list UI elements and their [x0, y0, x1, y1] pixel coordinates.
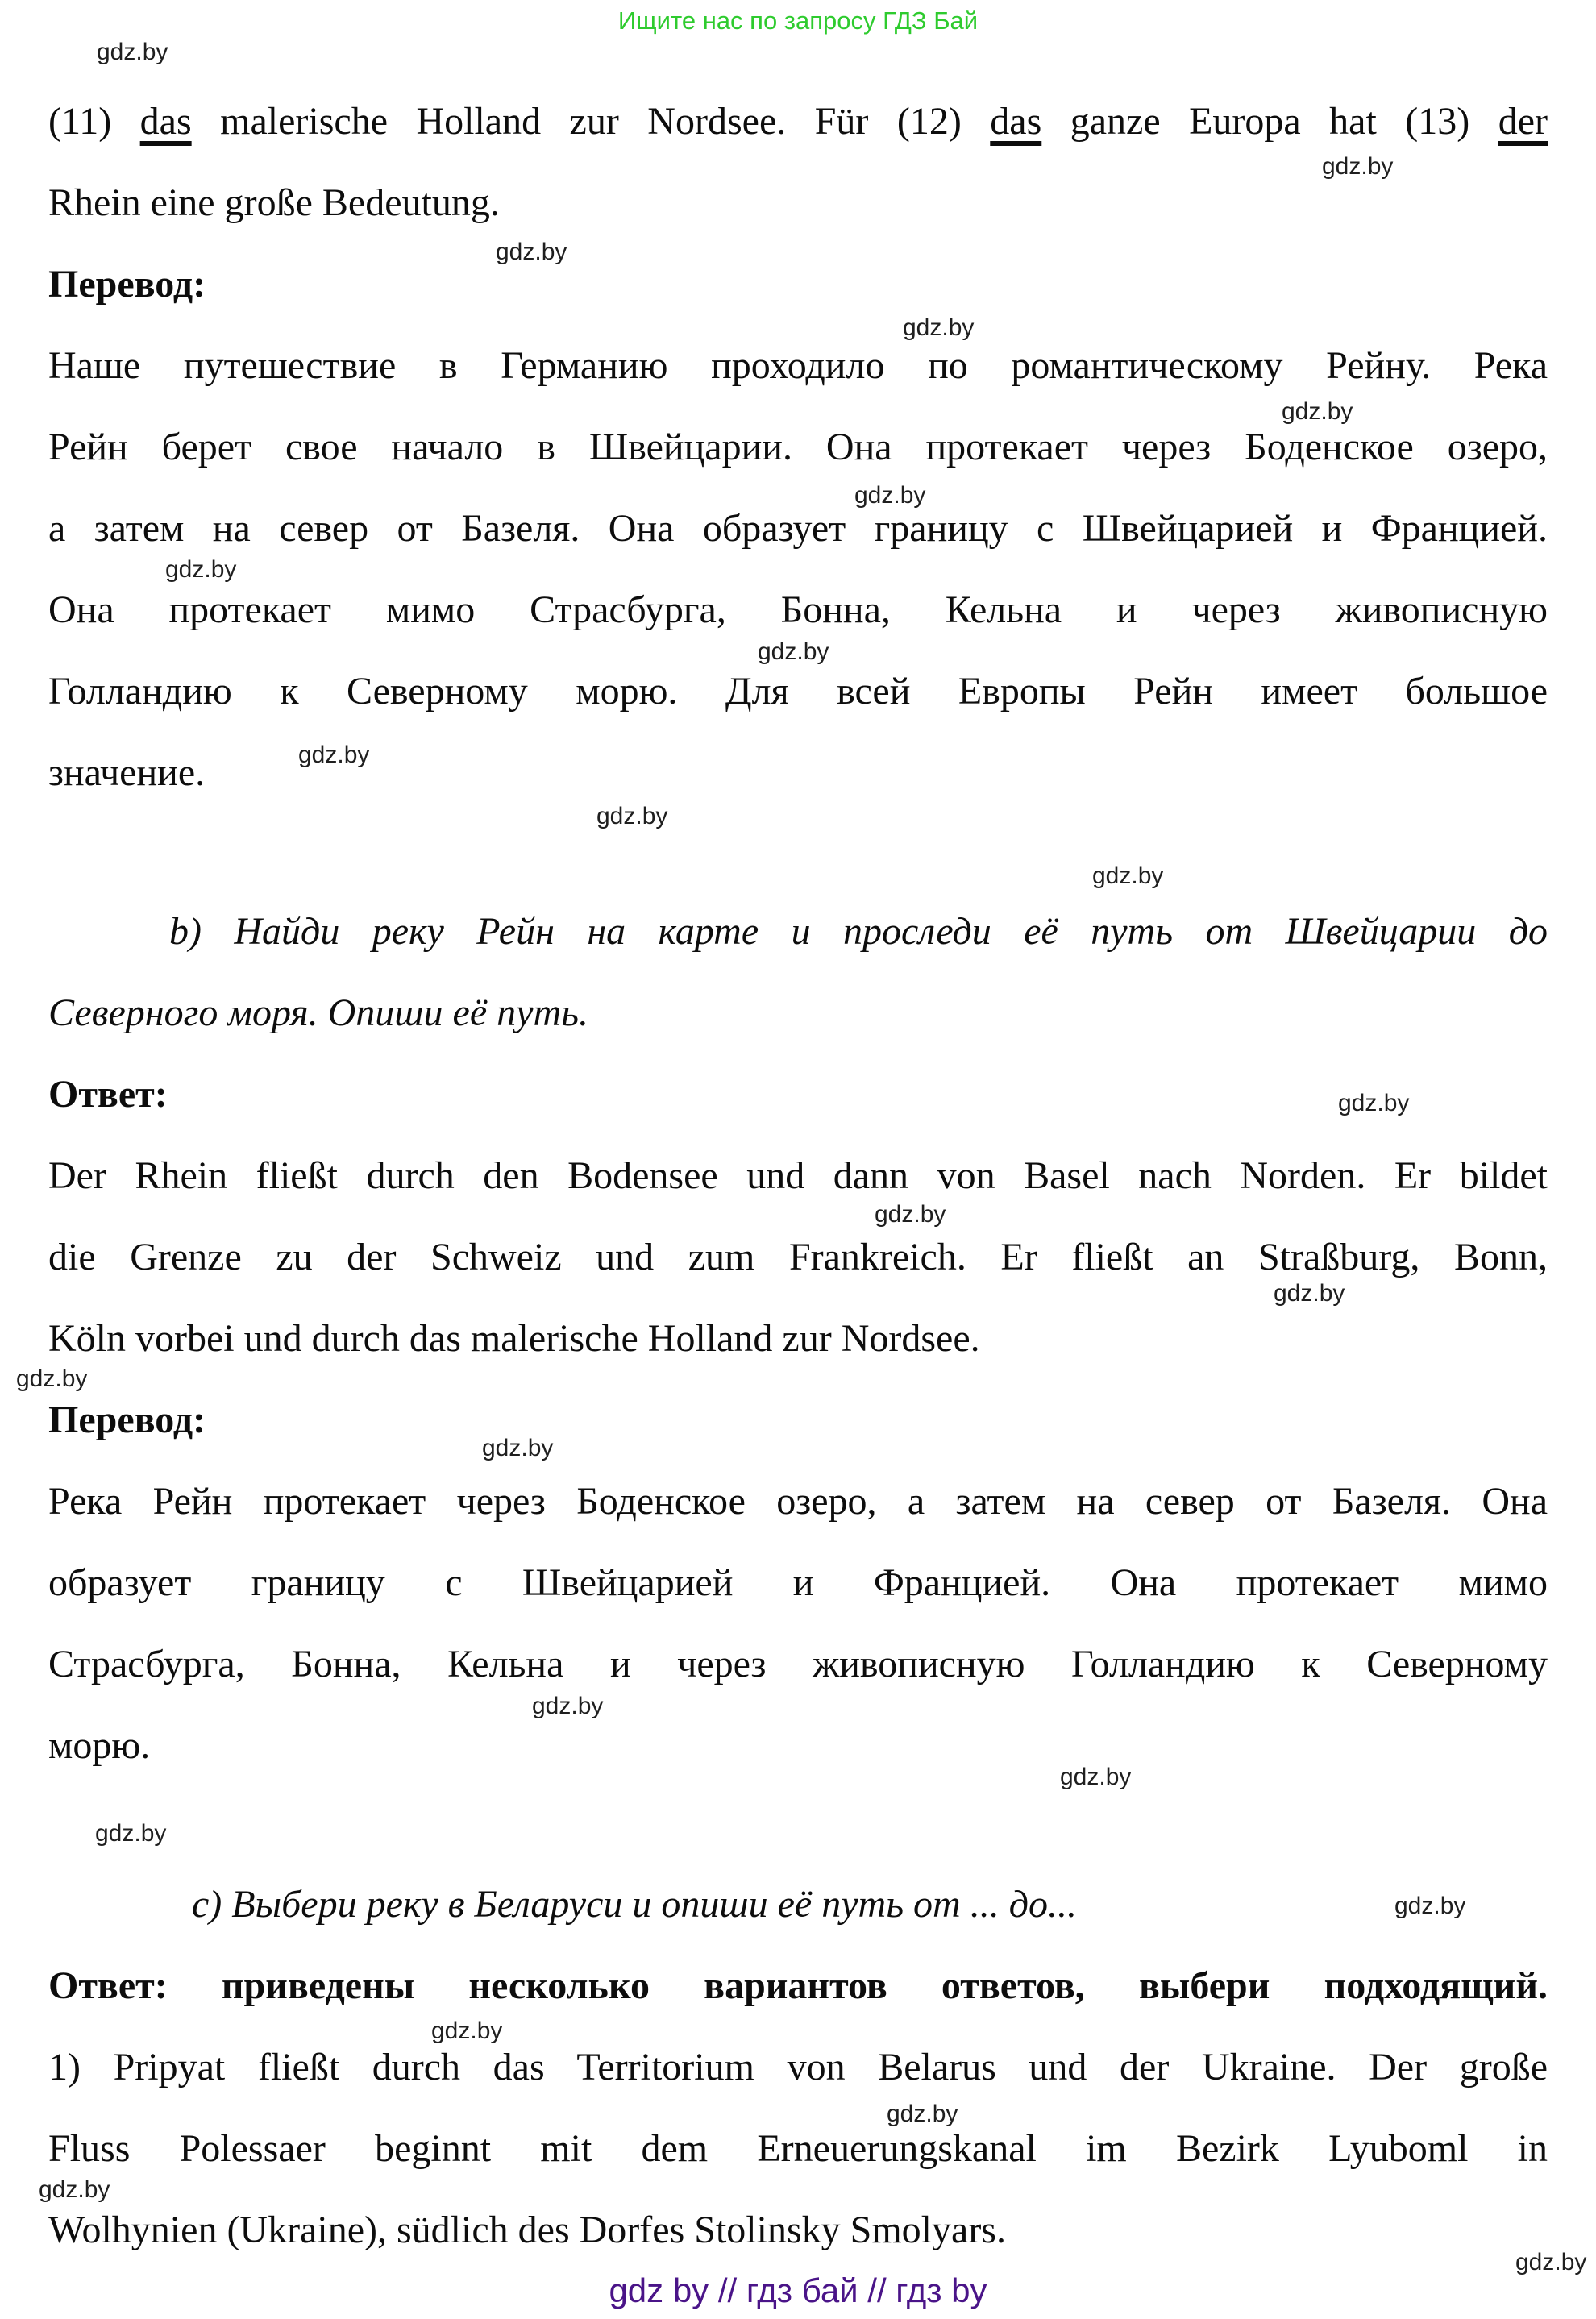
- text-line: [48, 1945, 1548, 2026]
- text-line: [48, 243, 1548, 325]
- text-segment: Северного моря. Опиши её путь.: [48, 991, 588, 1034]
- paragraph-translation-ru-2: [48, 1461, 1548, 1786]
- text-line: [48, 1864, 1548, 1945]
- gdz-watermark: gdz.by: [1060, 1764, 1132, 1790]
- gdz-watermark: gdz.by: [165, 556, 237, 583]
- text-line: [48, 488, 1548, 569]
- text-segment: Перевод:: [48, 263, 206, 305]
- gdz-watermark: gdz.by: [1282, 398, 1353, 425]
- text-segment: Страсбурга, Бонна, Кельна и через живописную Голландию к Северному: [48, 1643, 1548, 1685]
- text-segment: (11): [48, 100, 140, 143]
- text-segment: 1) Pripyat fließt durch das Territorium von Belarus und der Ukraine. Der große: [48, 2046, 1548, 2088]
- promo-banner-bottom: gdz by // гдз бай // гдз by: [609, 2271, 987, 2309]
- gdz-watermark: gdz.by: [854, 482, 926, 509]
- text-segment: значение.: [48, 751, 206, 794]
- paragraph-answer-german: [48, 1135, 1548, 1379]
- text-line: [48, 1298, 1548, 1379]
- text-line: [48, 1623, 1548, 1705]
- paragraph-task-b: [48, 891, 1548, 1054]
- text-segment: Ответ:: [48, 1073, 168, 1116]
- text-line: [48, 1135, 1548, 1216]
- text-segment: морю.: [48, 1724, 151, 1767]
- text-segment: Перевод:: [48, 1398, 206, 1441]
- text-line: [48, 891, 1548, 972]
- text-line: [48, 1054, 1548, 1135]
- text-segment: Ответ: приведены несколько вариантов ответов, выбери подходящий.: [48, 1964, 1548, 2007]
- heading-otvet-1: [48, 1054, 1548, 1135]
- text-segment: c) Выбери реку в Беларуси и опиши её путь от ... до...: [192, 1883, 1077, 1926]
- gdz-watermark: gdz.by: [16, 1365, 88, 1392]
- text-line: [48, 2189, 1548, 2271]
- underlined-answer-word: das: [139, 100, 192, 143]
- gdz-watermark: gdz.by: [95, 1820, 167, 1847]
- gdz-watermark: gdz.by: [1092, 862, 1164, 889]
- gdz-watermark: gdz.by: [1338, 1090, 1410, 1116]
- gdz-watermark: gdz.by: [1394, 1893, 1466, 1919]
- heading-perevod-1: [48, 243, 1548, 325]
- text-line: [48, 1461, 1548, 1542]
- text-segment: образует границу с Швейцарией и Францией. Она протекает мимо: [48, 1561, 1548, 1604]
- paragraph-answer-pripyat: [48, 2026, 1548, 2271]
- text-segment: Голландию к Северному морю. Для всей Европы Рейн имеет большое: [48, 670, 1548, 713]
- gdz-watermark: gdz.by: [532, 1693, 604, 1719]
- text-segment: malerische Holland zur Nordsee. Für (12): [191, 100, 991, 143]
- text-segment: Der Rhein fließt durch den Bodensee und dann von Basel nach Norden. Er bildet: [48, 1154, 1548, 1197]
- text-line: [48, 325, 1548, 406]
- text-segment: а затем на север от Базеля. Она образует границу с Швейцарией и Францией.: [48, 507, 1548, 550]
- text-line: [48, 1379, 1548, 1461]
- gdz-watermark: gdz.by: [1515, 2249, 1587, 2275]
- text-segment: Rhein eine große Bedeutung.: [48, 181, 500, 224]
- text-line: [48, 972, 1548, 1054]
- gdz-watermark: gdz.by: [298, 742, 370, 768]
- text-segment: Река Рейн протекает через Боденское озеро, а затем на север от Базеля. Она: [48, 1480, 1548, 1523]
- paragraph-otvet-variants: [48, 1945, 1548, 2026]
- heading-perevod-2: [48, 1379, 1548, 1461]
- text-segment: Наше путешествие в Германию проходило по романтическому Рейну. Река: [48, 344, 1548, 387]
- gdz-watermark: gdz.by: [431, 2018, 503, 2044]
- gdz-watermark: gdz.by: [97, 39, 168, 65]
- text-segment: Рейн берет свое начало в Швейцарии. Она протекает через Боденское озеро,: [48, 426, 1548, 468]
- paragraph-task-c: [48, 1864, 1548, 1945]
- text-segment: b) Найди реку Рейн на карте и проследи её путь от Швейцарии до: [169, 910, 1548, 953]
- gdz-watermark: gdz.by: [903, 314, 975, 341]
- promo-banner-top: Ищите нас по запросу ГДЗ Бай: [617, 6, 979, 35]
- text-line: [48, 1705, 1548, 1786]
- gdz-watermark: gdz.by: [482, 1435, 554, 1461]
- gdz-watermark: gdz.by: [496, 239, 567, 265]
- gdz-watermark: gdz.by: [596, 803, 668, 829]
- gdz-watermark: gdz.by: [39, 2176, 110, 2203]
- gdz-watermark: gdz.by: [1322, 153, 1394, 180]
- gdz-watermark: gdz.by: [758, 638, 829, 665]
- text-segment: Fluss Polessaer beginnt mit dem Erneuerungskanal im Bezirk Lyuboml in: [48, 2127, 1548, 2170]
- gdz-watermark: gdz.by: [1274, 1280, 1345, 1307]
- text-segment: ganze Europa hat (13): [1041, 100, 1498, 143]
- text-segment: Она протекает мимо Страсбурга, Бонна, Кельна и через живописную: [48, 588, 1548, 631]
- text-line: [48, 732, 1548, 813]
- text-segment: die Grenze zu der Schweiz und zum Frankreich. Er fließt an Straßburg, Bonn,: [48, 1236, 1548, 1278]
- text-segment: Wolhynien (Ukraine), südlich des Dorfes Stolinsky Smolyars.: [48, 2209, 1006, 2251]
- text-line: [48, 1542, 1548, 1623]
- gdz-watermark: gdz.by: [887, 2101, 958, 2127]
- gdz-watermark: gdz.by: [875, 1201, 946, 1228]
- text-line: [48, 2026, 1548, 2108]
- text-line: [48, 2108, 1548, 2189]
- text-segment: Köln vorbei und durch das malerische Holland zur Nordsee.: [48, 1317, 980, 1360]
- underlined-answer-word: der: [1498, 100, 1548, 143]
- text-line: [48, 81, 1548, 162]
- underlined-answer-word: das: [990, 100, 1042, 143]
